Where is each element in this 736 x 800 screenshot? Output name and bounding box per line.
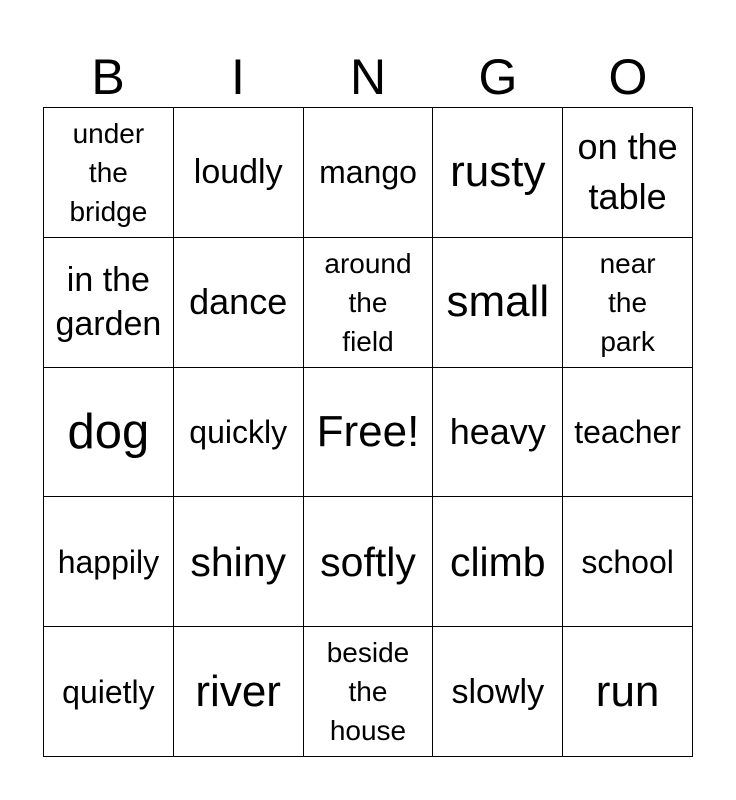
- cell-text: near: [599, 247, 656, 279]
- cell-text: under: [72, 117, 145, 149]
- cell-text: dog: [67, 404, 150, 459]
- cell-text: mango: [319, 154, 417, 191]
- cell-text: teacher: [574, 413, 681, 450]
- cell-text: rusty: [450, 147, 546, 197]
- bingo-cell[interactable]: [44, 238, 174, 368]
- cell-text: heavy: [449, 410, 546, 452]
- cell-text: shiny: [190, 538, 287, 585]
- cell-text: the: [88, 156, 128, 188]
- bingo-cell[interactable]: [563, 238, 693, 368]
- bingo-cell[interactable]: [174, 368, 304, 498]
- bingo-cell[interactable]: [433, 238, 563, 368]
- bingo-cell[interactable]: [433, 368, 563, 498]
- cell-text: school: [581, 543, 674, 580]
- bingo-cell[interactable]: [44, 627, 174, 757]
- bingo-grid: [43, 107, 693, 757]
- bingo-header: [43, 48, 693, 106]
- bingo-cell[interactable]: [304, 627, 434, 757]
- cell-text: bridge: [69, 195, 148, 227]
- header-letter-o: O: [608, 49, 648, 105]
- cell-text: in the: [66, 261, 150, 300]
- cell-text: river: [195, 666, 281, 716]
- cell-text: small: [446, 277, 550, 327]
- bingo-cell[interactable]: [44, 497, 174, 627]
- cell-text: beside: [326, 637, 410, 669]
- cell-text: garden: [55, 305, 162, 344]
- bingo-cell[interactable]: [44, 368, 174, 498]
- bingo-cell[interactable]: [174, 238, 304, 368]
- cell-text: climb: [449, 538, 546, 585]
- cell-text: loudly: [193, 153, 283, 192]
- bingo-cell[interactable]: [174, 627, 304, 757]
- cell-text: happily: [57, 543, 160, 580]
- bingo-cell[interactable]: [563, 108, 693, 238]
- bingo-cell[interactable]: [563, 368, 693, 498]
- cell-text: on the: [577, 126, 678, 168]
- bingo-cell[interactable]: [304, 108, 434, 238]
- cell-text: Free!: [316, 406, 420, 456]
- bingo-cell[interactable]: [563, 497, 693, 627]
- header-letter-b: B: [91, 49, 125, 105]
- bingo-cell[interactable]: [304, 238, 434, 368]
- cell-text: around: [324, 247, 412, 279]
- header-letter-n: N: [349, 49, 387, 105]
- bingo-cell[interactable]: [433, 497, 563, 627]
- cell-text: field: [342, 325, 394, 357]
- cell-text: the: [348, 676, 388, 708]
- cell-text: table: [588, 176, 667, 218]
- cell-text: softly: [320, 538, 416, 585]
- bingo-cell[interactable]: [174, 108, 304, 238]
- bingo-cell[interactable]: [433, 627, 563, 757]
- cell-text: dance: [189, 281, 288, 323]
- bingo-cell[interactable]: [563, 627, 693, 757]
- cell-text: slowly: [451, 672, 545, 711]
- cell-text: the: [348, 286, 388, 318]
- bingo-cell[interactable]: [44, 108, 174, 238]
- bingo-cell[interactable]: [304, 497, 434, 627]
- cell-text: quickly: [189, 413, 288, 450]
- header-letter-i: I: [231, 49, 245, 105]
- bingo-cell[interactable]: [174, 497, 304, 627]
- cell-text: park: [600, 325, 655, 357]
- bingo-cell[interactable]: [304, 368, 434, 498]
- header-letter-g: G: [478, 49, 518, 105]
- bingo-cell[interactable]: [433, 108, 563, 238]
- cell-text: quietly: [62, 673, 155, 710]
- cell-text: house: [329, 715, 407, 747]
- cell-text: run: [595, 666, 660, 716]
- cell-text: the: [608, 286, 648, 318]
